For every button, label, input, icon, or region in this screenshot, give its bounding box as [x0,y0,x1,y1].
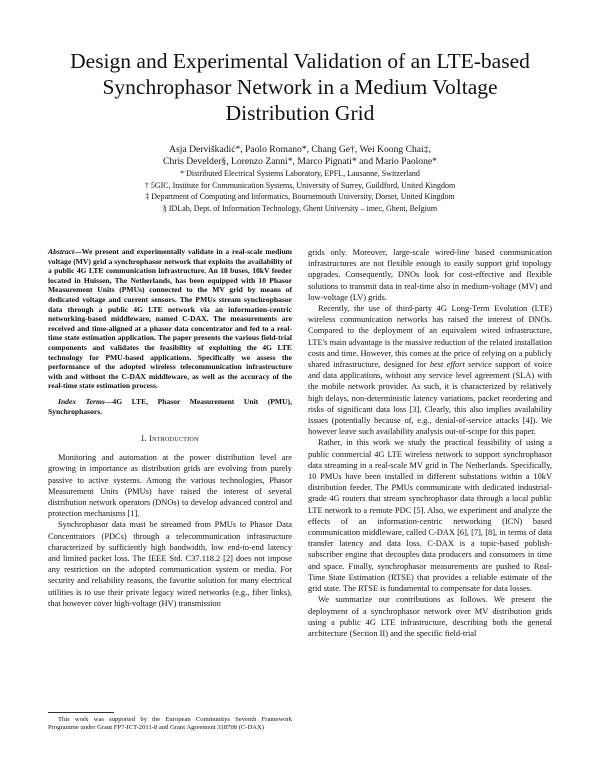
index-terms [48,397,292,416]
affiliation-line: * Distributed Electrical Systems Laboratory, EPFL, Lausanne, Switzerland [180,169,420,178]
body-paragraph [308,303,552,437]
author-line: Chris Develder§, Lorenzo Zanni*, Marco Pignati* and Mario Paolone* [163,155,437,167]
body-paragraph: Rather, in this work we study the practical feasibility of using a public commercial 4G LTE wireless network to support synchrophasor data streaming in a real-scale MV grid in The Netherlands. Specifically, 10 PMUs have been installed in different substations within a 10kV distribution feeder. The PMUs communicate with dedicated industrial-grade 4G routers that stream synchrophasor data through a local public LTE network to a remote PDC [5]. Also, we experiment and analyze the effects of an information-centric networking (ICN) based communication middleware, called C-DAX [6], [7], [8], in terms of data transfer latency and data loss. C-DAX is a topic-based publish-subscriber engine that decouples data producers and consumers in time and space. Finally, synchrophasor measurements are pushed to Real-Time State Estimation (RTSE) that provides a reliable estimate of the grid state. The RTSE is fundamental to compensate for data losses. [308,438,552,594]
paragraph-text: service support of voice and data applications, without any service level agreement (SLA) with the mobile network provider. As such, it is characterized by relatively high delays, non-deterministic latency variations, packet reordering and risks of significant data loss [3]. Clearly, this also implies availability issues (potentially because of, e.g., denial-of-service attacks [4]). We however leave such availability analysis out-of-scope for this paper. [308,360,552,437]
paper-title: Design and Experimental Validation of an LTE-based Synchrophasor Network in a Medium Voltage Distribution Grid [70,49,530,125]
index-terms-lead: Index Terms [58,396,105,406]
abstract-lead: Abstract [48,247,75,256]
body-paragraph: grids only. Moreover, large-scale wired-line based communication infrastructures are not flexible enough to easily support grid topology upgrades. Consequently, DNOs look for cost-effective and flexible solutions to transmit data in real-time also in medium-voltage (MV) and low-voltage (LV) grids. [308,248,552,302]
body-paragraph: Synchrophasor data must be streamed from PMUs to Phasor Data Concentrators (PDCs) through a telecommunication infrastructure characterized by sufficiently high bandwidth, low end-to-end latency and limited packet loss. The IEEE Std. C37.118.2 [2] does not impose any restriction on the adopted communication system or media. For security and reliability reasons, the favorite solution for many electrical utilities is to use their private legacy wired networks (e.g., fiber links), that however cover high-voltage (HV) transmission [48,520,292,608]
paragraph-text: Recently, the use of third-party 4G Long-Term Evolution (LTE) wireless communication networks has raised the interest of DNOs. Compared to the deployment of an equivalent wired infrastructure, LTE's main advantage is the massive reduction of the related installation costs and time. However, this comes at the price of relying on a publicly shared infrastructure, designed for [308,304,552,370]
affiliation-line: ‡ Department of Computing and Informatics, Bournemouth University, Dorset, United Kingdom [145,192,455,202]
body-paragraph: We summarize our contributions as follows. We present the deployment of a synchrophasor network over MV distribution grids using a public 4G LTE infrastructure, describing both the general architecture (Section II) and the specific field-trial [308,595,552,638]
right-column [308,247,552,639]
footnote-divider [48,712,114,713]
body-paragraph: Monitoring and automation at the power distribution level are growing in importance as distribution grids are evolving from purely passive to active systems. Among the various technologies, Phasor Measurement Units (PMUs) have raised the interest of several distribution network operators (DNOs) to develop advanced control and protection mechanisms [1]. [48,453,292,519]
author-list [70,144,530,167]
abstract-text: —We present and experimentally validate in a real-scale medium voltage (MV) grid a synchrophasor network that exploits the availability of a public 4G LTE communication infrastructure. An 18 buses, 10kV feeder located in Huissen, The Netherlands, has been equipped with 10 Phasor Measurement Units (PMUs) connected to the MV grid by means of dedicated voltage and current sensors. The PMUs stream synchrophasor data through a public 4G LTE network via an information-centric networking-based middleware, named C-DAX. The measurements are received and time-aligned at a phasor data concentrator and fed to a real-time state estimation application. The paper presents the various field-trial components and validates the feasibility of exploiting the 4G LTE technology for PMU-based applications. Specifically we assess the performance of the adopted wireless telecommunication infrastructure with and without the C-DAX middleware, as well as the accuracy of the real-time state estimation process. [48,247,292,391]
index-terms-text: —4G LTE, Phasor Measurement Unit (PMU), Synchrophasors. [48,396,292,416]
abstract [48,247,292,391]
affiliation-line: † 5GIC, Institute for Communication Systems, University of Surrey, Guildford, United Kingdom [144,180,456,190]
footnote: This work was supported by the European Communitys Seventh Framework Programme under Grant FP7-ICT-2011-8 and Grant Agreement 318708 (C-DAX) [48,716,292,731]
section-heading: I. Introduction [141,434,199,444]
author-line: Asja Derviškadić*, Paolo Romano*, Chang Ge†, Wei Koong Chai‡, [169,144,431,155]
emphasis-text: best effort [429,360,465,370]
affiliation-line: § IDLab, Dept. of Information Technology, Ghent University – imec, Ghent, Belgium [162,203,438,213]
left-column [48,247,292,609]
affiliation-list [70,168,530,214]
